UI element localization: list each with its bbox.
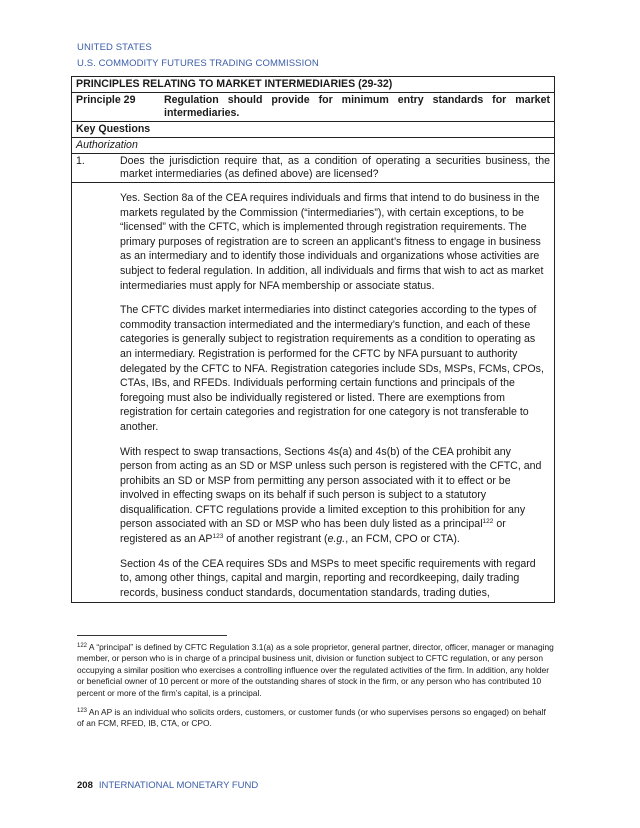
question-row (72, 154, 554, 183)
footer-publisher: INTERNATIONAL MONETARY FUND (98, 780, 259, 791)
footnote-ref-122[interactable]: 122 (482, 518, 494, 526)
answer-p3-text-a: With respect to swap transactions, Sections 4s(a) and 4s(b) of the CEA prohibit any person from acting as an SD or MSP unless such person is registered with the CFTC, and prohibits an SD or MSP from permitting any person associated with it to effect or be involved in effecting swaps on its behalf if such person is subject to a statutory disqualification. CFTC regulations provide a limited exception to this prohibition for any person associated with an SD or MSP who has been duly listed as a principal (120, 445, 542, 531)
section-title: PRINCIPLES RELATING TO MARKET INTERMEDIARIES (29-32) (72, 77, 554, 93)
running-header-agency: U.S. COMMODITY FUTURES TRADING COMMISSION (77, 58, 319, 69)
answer-p3-text-b: or registered as an AP (120, 518, 506, 546)
authorization-subheading: Authorization (72, 138, 554, 154)
answer-p3-eg: e.g. (327, 533, 346, 546)
footnote-122-text: A “principal” is defined by CFTC Regulation 3.1(a) as a sole proprietor, general partner, director, officer, manager or managing member, or person who is in charge of a principal business unit, division or function subject to CFTC regulation, or any person occupying a similar position who exercises a controlling influence over the regulated activities of the firm. In addition, any holder or beneficial owner of 10 percent or more of the outstanding shares of stock in the firm, or any person who has contributed 10 percent or more of the firm’s capital, is a principal. (77, 642, 554, 698)
principle-label: Principle 29 (76, 94, 136, 106)
page-footer (77, 780, 258, 791)
principle-text: Regulation should provide for minimum entry standards for market intermediaries. (164, 94, 550, 119)
question-text: Does the jurisdiction require that, as a condition of operating a securities business, the market intermediaries (as defined above) are licensed? (120, 155, 550, 180)
footnote-divider (77, 635, 227, 636)
footnote-122 (77, 642, 555, 699)
answer-p3-text-d: , an FCM, CPO or CTA). (345, 533, 460, 546)
key-questions-heading: Key Questions (72, 122, 554, 138)
running-header-country: UNITED STATES (77, 42, 152, 53)
answer-paragraph-2: The CFTC divides market intermediaries into distinct categories according to the types of commodity transaction intermediated and the intermediary’s function, and each of these categories is generally subject to registration requirements as a condition to operating as an intermediary. Registration is performed for the CFTC by NFA pursuant to authority delegated by the CFTC to NFA. Registration categories include SDs, MSPs, FCMs, CPOs, CTAs, IBs, and RFEDs. Individuals performing certain functions and principals of the foregoing must also be individually registered or listed. There are exemptions from registration for certain categories and registration for one category is not transferable to another. (120, 304, 544, 433)
footnote-123-text: An AP is an individual who solicits orders, customers, or customer funds (or who supervises persons so engaged) on behalf of an FCM, RFED, IB, CTA, or CPO. (77, 707, 546, 729)
footnote-123 (77, 707, 555, 730)
answer-paragraph-4: Section 4s of the CEA requires SDs and MSPs to meet specific requirements with regard to, among other things, capital and margin, reporting and recordkeeping, daily trading records, business conduct standards, documentation standards, trading duties, (120, 557, 536, 599)
answer-paragraph-1: Yes. Section 8a of the CEA requires individuals and firms that intend to do business in the markets regulated by the Commission (“intermediaries”), with certain exceptions, to be “licensed” with the CFTC, which is implemented through registration requirements. The primary purposes of registration are to screen an applicant’s fitness to engage in business as an intermediary and to identify those individuals and organizations whose activities are subject to federal regulation. In addition, all individuals and firms that wish to act as market intermediaries must apply for NFA membership or associate status. (120, 192, 544, 292)
footnote-123-number: 123 (77, 708, 88, 714)
answer-p3-text-c: of another registrant ( (223, 533, 328, 546)
footnote-122-number: 122 (77, 643, 88, 649)
answer-cell (72, 183, 554, 602)
principles-table (71, 76, 555, 603)
page-number: 208 (77, 780, 93, 791)
principle-row (72, 93, 554, 122)
question-number: 1. (76, 155, 85, 167)
footnote-ref-123[interactable]: 123 (212, 533, 224, 541)
answer-paragraph-3 (120, 445, 546, 547)
